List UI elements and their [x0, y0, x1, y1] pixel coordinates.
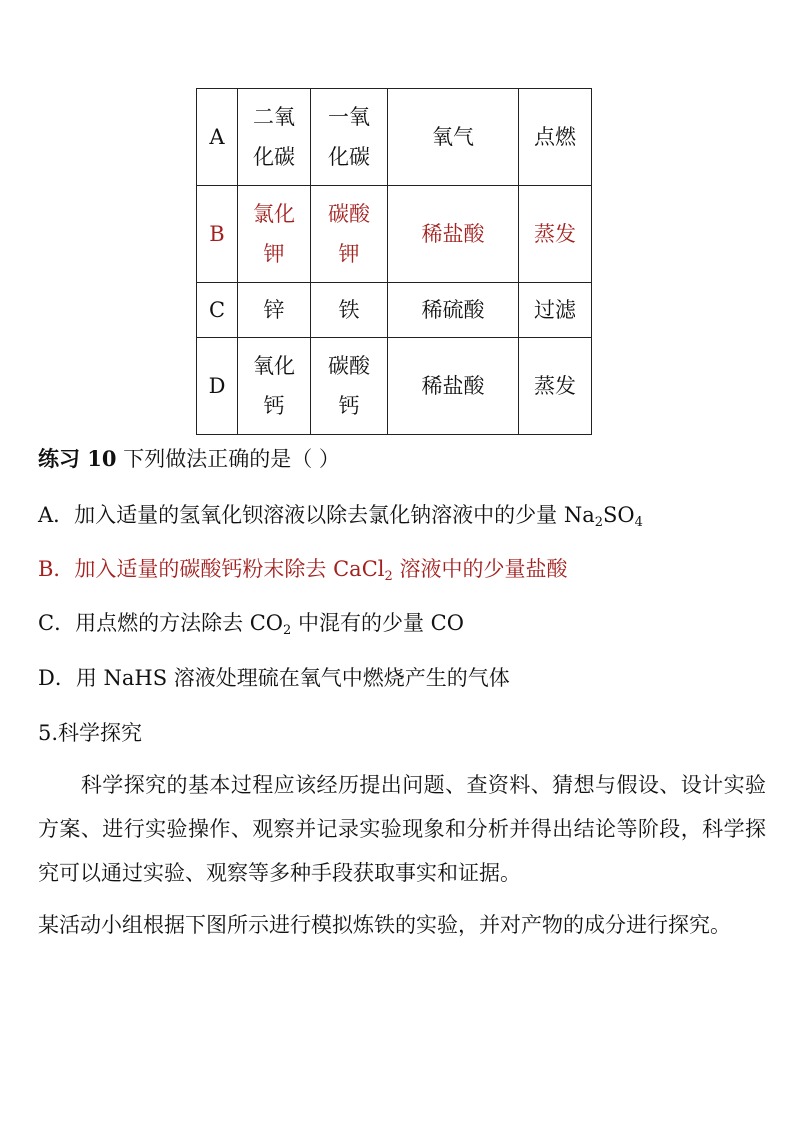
subscript: 2 [283, 623, 292, 638]
paragraph-intro: 科学探究的基本过程应该经历提出问题、查资料、猜想与假设、设计实验方案、进行实验操作、观察并记录实验现象和分析并得出结论等阶段，科学探究可以通过实验、观察等多种手段获取事实和证据。 [38, 773, 766, 885]
table-cell: 蒸发 [519, 186, 592, 283]
table-cell: 蒸发 [519, 338, 592, 435]
row-label: D [197, 338, 238, 435]
exercise-number: 练习 10 [38, 446, 117, 471]
table-cell: 稀硫酸 [388, 283, 519, 338]
table-row [197, 89, 592, 186]
option-text: D．用 NaHS 溶液处理硫在氧气中燃烧产生的气体 [38, 666, 510, 690]
table-cell: 点燃 [519, 89, 592, 186]
option-text: 溶液中的少量盐酸 [392, 557, 568, 581]
row-label: A [197, 89, 238, 186]
table-cell: 铁 [311, 283, 388, 338]
table-cell [311, 186, 388, 283]
row-label: B [197, 186, 238, 283]
option-text: B．加入适量的碳酸钙粉末除去 CaCl [38, 557, 385, 581]
option-text: A．加入适量的氢氧化钡溶液以除去氯化钠溶液中的少量 Na [38, 503, 595, 527]
subscript: 4 [634, 515, 643, 530]
subscript: 2 [594, 515, 604, 530]
options-table [196, 88, 592, 435]
option-text: SO [603, 503, 635, 527]
cell-text: 碳酸钾 [328, 202, 370, 266]
table-cell: 氧气 [388, 89, 519, 186]
option-text: 中混有的少量 CO [291, 611, 464, 635]
option-text: C．用点燃的方法除去 CO [38, 611, 284, 635]
table-cell [238, 338, 311, 435]
cell-text: 一氧化碳 [328, 105, 370, 169]
cell-text: 氯化钾 [253, 202, 295, 266]
table-cell [311, 89, 388, 186]
row-label: C [197, 283, 238, 338]
table-cell [238, 186, 311, 283]
table-cell: 过滤 [519, 283, 592, 338]
table-row [197, 283, 592, 338]
option-c [38, 607, 464, 637]
table-row [197, 338, 592, 435]
option-b [38, 553, 567, 583]
option-a [38, 499, 643, 529]
cell-text: 氧化钙 [253, 354, 295, 418]
table-cell: 稀盐酸 [388, 338, 519, 435]
section-heading: 5.科学探究 [38, 721, 143, 745]
cell-text: 二氧化碳 [253, 105, 295, 169]
exercise-title [38, 443, 340, 473]
table-cell: 锌 [238, 283, 311, 338]
subscript: 2 [384, 569, 393, 584]
cell-text: 碳酸钙 [328, 354, 370, 418]
table-cell: 稀盐酸 [388, 186, 519, 283]
table-cell [238, 89, 311, 186]
option-d [38, 662, 510, 692]
paragraph-activity: 某活动小组根据下图所示进行模拟炼铁的实验，并对产物的成分进行探究。 [38, 913, 731, 937]
exercise-question: 下列做法正确的是（ ） [116, 447, 340, 471]
table-row-highlighted [197, 186, 592, 283]
table-cell [311, 338, 388, 435]
